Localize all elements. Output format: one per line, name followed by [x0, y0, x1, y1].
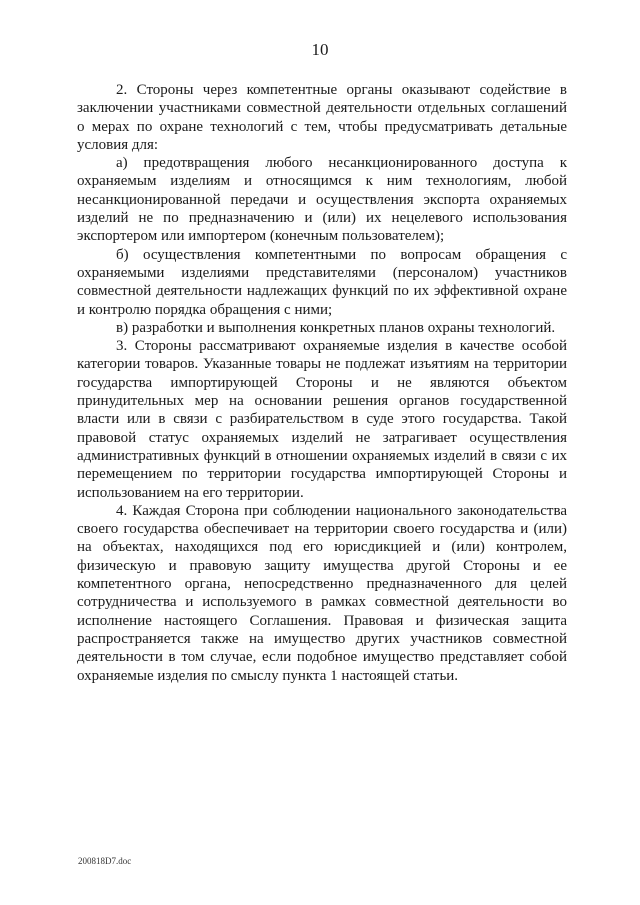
page-number: 10 — [311, 40, 329, 59]
paragraph-2: 2. Стороны через компетентные органы оказывают содействие в заключении участниками совместной деятельности отдельных соглашений о мерах по охране технологий с тем, чтобы предусматривать детальные условия для: — [77, 82, 567, 153]
paragraph-4: 4. Каждая Сторона при соблюдении национального законодательства своего государства обеспечивает на территории своего государства и (или) на объектах, находящихся под его юрисдикцией и (или) контролем, физическую и правовую защиту имущества другой Стороны и ее компетентного органа, непосредственно предназначенного для целей сотрудничества и используемого в рамках совместной деятельности во исполнение настоящего Соглашения. Правовая и физическая защита распространяется также на имущество других участников совместной деятельности в том случае, если подобное имущество представляет собой охраняемые изделия по смыслу пункта 1 настоящей статьи. — [77, 502, 567, 684]
paragraph-3: 3. Стороны рассматривают охраняемые изделия в качестве особой категории товаров. Указанные товары не подлежат изъятиям на территории государства импортирующей Стороны и не являются объектом принудительных мер на основании решения органов государственной власти или в связи с разбирательством в суде этого государства. Такой правовой статус охраняемых изделий не затрагивает осуществления административных функций в отношении охраняемых изделий в связи с их перемещением по территории государства импортирующей Стороны и использованием на его территории. — [77, 338, 567, 501]
subparagraph-b: б) осуществления компетентными по вопросам обращения с охраняемыми изделиями представителями (персоналом) участников совместной деятельности надлежащих функций по их эффективной охране и контролю порядка обращения с ними; — [77, 246, 567, 318]
subparagraph-a: а) предотвращения любого несанкционированного доступа к охраняемым изделиям и относящимся к ним технологиям, любой несанкционированной передачи и осуществления экспорта охраняемых изделий не по предназначению и (или) их нецелевого использования экспортером или импортером (конечным пользователем); — [77, 155, 567, 245]
subparagraph-c: в) разработки и выполнения конкретных планов охраны технологий. — [116, 319, 556, 336]
footer-filename: 200818D7.doc — [78, 856, 132, 866]
document-body — [77, 81, 567, 685]
